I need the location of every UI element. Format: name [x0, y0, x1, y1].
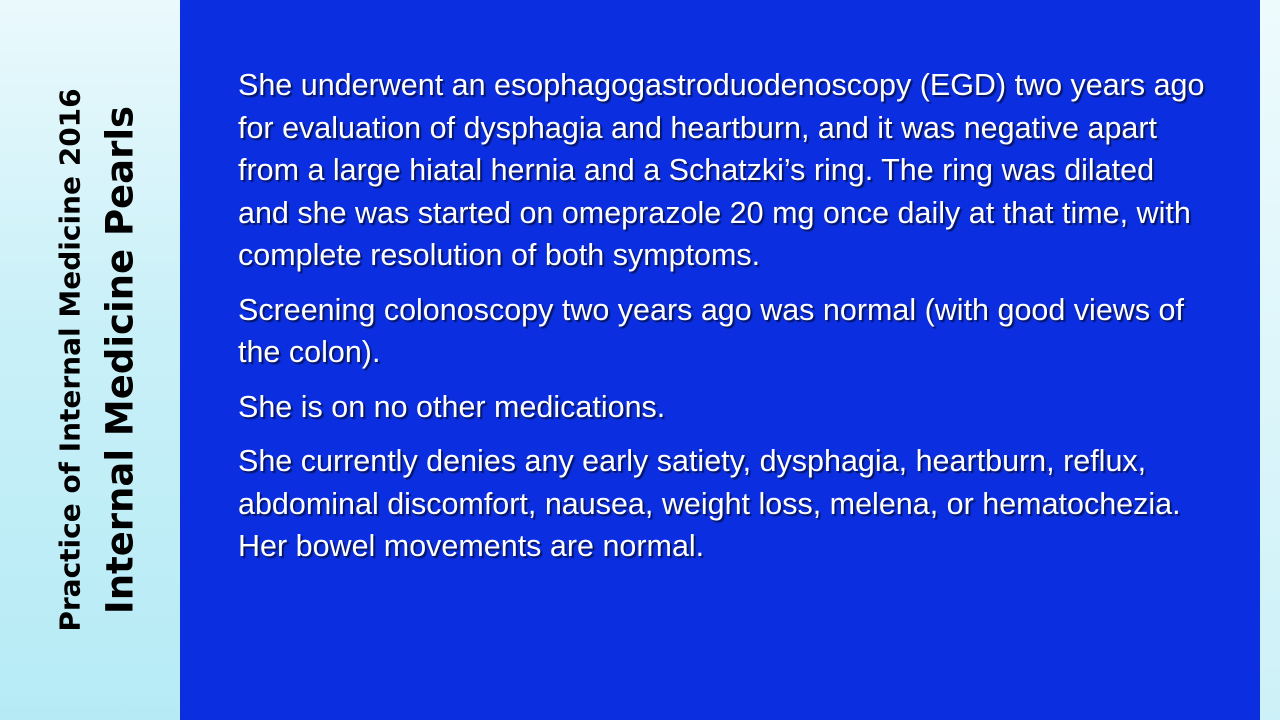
- paragraph-current-symptoms: She currently denies any early satiety, dysphagia, heartburn, reflux, abdominal discomfort, nausea, weight loss, melena, or hematochezia. Her bowel movements are normal.: [238, 444, 1181, 563]
- sidebar: [0, 0, 180, 720]
- right-border-strip: [1260, 0, 1280, 720]
- body-text: [238, 64, 1213, 580]
- paragraph-colonoscopy: Screening colonoscopy two years ago was normal (with good views of the colon).: [238, 292, 1184, 369]
- sidebar-session-title: Internal Medicine Pearls: [98, 105, 142, 615]
- content-panel: [180, 0, 1260, 720]
- paragraph-egd-history: She underwent an esophagogastroduodenoscopy (EGD) two years ago for evaluation of dysphagia and heartburn, and it was negative apart from a large hiatal hernia and a Schatzki’s ring. The ring was dilated and she was started on omeprazole 20 mg once daily at that time, with complete resolution of both symptoms.: [238, 68, 1205, 272]
- paragraph-medications: She is on no other medications.: [238, 389, 666, 424]
- sidebar-course-title: Practice of Internal Medicine 2016: [53, 88, 87, 632]
